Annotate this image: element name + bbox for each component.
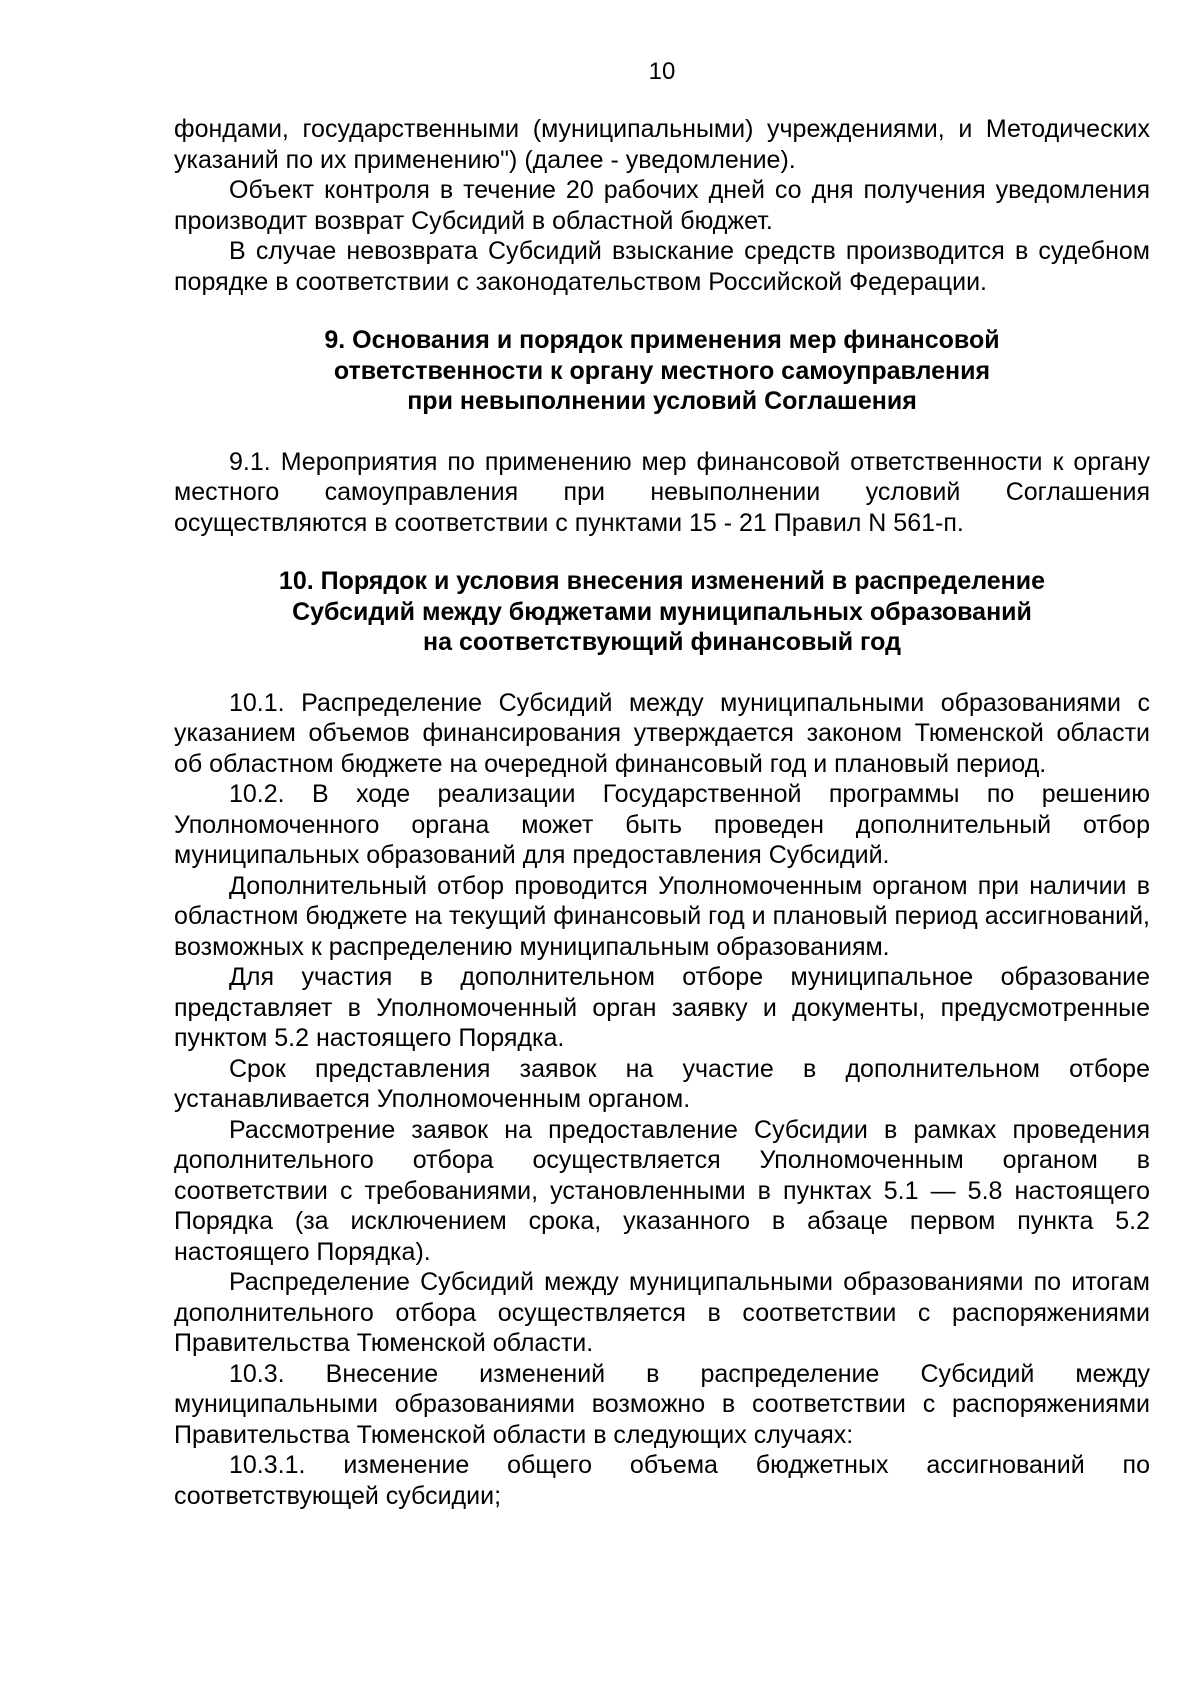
page-number: 10 bbox=[648, 58, 676, 85]
heading-line: на соответствующий финансовый год bbox=[423, 628, 901, 656]
paragraph: Срок представления заявок на участие в дополнительном отборе устанавливается Уполномоченным органом. bbox=[174, 1054, 1150, 1113]
heading-line: 10. Порядок и условия внесения изменений в распределение bbox=[278, 567, 1046, 595]
paragraph: Распределение Субсидий между муниципальными образованиями по итогам дополнительного отбора осуществляется в соответствии с распоряжениями Правительства Тюменской области. bbox=[174, 1268, 1150, 1357]
paragraph-10-3-1: 10.3.1. изменение общего объема бюджетных ассигнований по соответствующей субсидии; bbox=[174, 1451, 1150, 1510]
heading-line: 9. Основания и порядок применения мер финансовой bbox=[324, 326, 1000, 354]
paragraph: Рассмотрение заявок на предоставление Субсидии в рамках проведения дополнительного отбора осуществляется Уполномоченным органом в соответствии с требованиями, установленными в пунктах 5.1 — 5.8 настоящего Порядка (за исключением срока, указанного в абзаце первом пункта 5.2 настоящего Порядка). bbox=[174, 1115, 1150, 1266]
heading-line: при невыполнении условий Соглашения bbox=[407, 387, 917, 415]
paragraph: Объект контроля в течение 20 рабочих дней со дня получения уведомления производит возврат Субсидий в областной бюджет. bbox=[174, 176, 1150, 235]
paragraph: В случае невозврата Субсидий взыскание средств производится в судебном порядке в соответствии с законодательством Российской Федерации. bbox=[174, 237, 1150, 296]
heading-line: ответственности к органу местного самоуправления bbox=[333, 356, 991, 385]
section-10-heading bbox=[174, 566, 1150, 658]
heading-line: Субсидий между бюджетами муниципальных образований bbox=[292, 597, 1032, 626]
paragraph: Для участия в дополнительном отборе муниципальное образование представляет в Уполномоченный орган заявку и документы, предусмотренные пунктом 5.2 настоящего Порядка. bbox=[174, 963, 1150, 1052]
paragraph-9-1: 9.1. Мероприятия по применению мер финансовой ответственности к органу местного самоуправления при невыполнении условий Соглашения осуществляются в соответствии с пунктами 15 - 21 Правил N 561-п. bbox=[174, 447, 1150, 537]
paragraph: Дополнительный отбор проводится Уполномоченным органом при наличии в областном бюджете на текущий финансовый год и плановый период ассигнований, возможных к распределению муниципальным образованиям. bbox=[174, 871, 1150, 961]
paragraph-10-3: 10.3. Внесение изменений в распределение Субсидий между муниципальными образованиями возможно в соответствии с распоряжениями Правительства Тюменской области в следующих случаях: bbox=[174, 1359, 1150, 1449]
paragraph-10-2: 10.2. В ходе реализации Государственной программы по решению Уполномоченного органа может быть проведен дополнительный отбор муниципальных образований для предоставления Субсидий. bbox=[174, 780, 1150, 869]
paragraph-10-1: 10.1. Распределение Субсидий между муниципальными образованиями с указанием объемов финансирования утверждается законом Тюменской области об областном бюджете на очередной финансовый год и плановый период. bbox=[174, 688, 1150, 778]
section-9-heading bbox=[174, 325, 1150, 417]
document-body bbox=[174, 114, 1150, 1511]
paragraph: фондами, государственными (муниципальными) учреждениями, и Методических указаний по их применению") (далее - уведомление). bbox=[174, 115, 1150, 174]
